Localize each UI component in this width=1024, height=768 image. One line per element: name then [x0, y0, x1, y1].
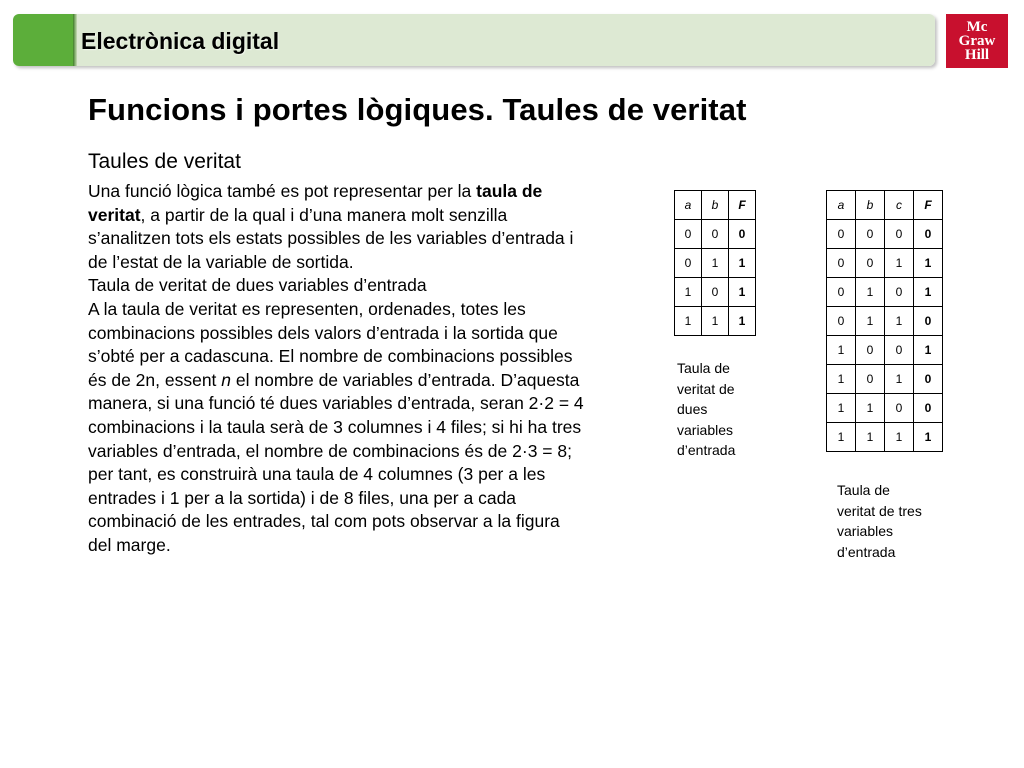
input-cell: 1 — [856, 394, 885, 423]
input-cell: 0 — [702, 278, 729, 307]
table-header-cell: c — [885, 190, 914, 220]
truth-table-two-variables — [674, 190, 756, 336]
output-cell: 1 — [729, 249, 756, 278]
header-title: Electrònica digital — [81, 28, 280, 54]
input-cell: 1 — [702, 249, 729, 278]
paragraph-2: Taula de veritat de dues variables d’entrada — [88, 275, 427, 296]
table-two-caption: Taula de veritat de dues variables d’entrada — [677, 360, 736, 458]
italic-term: n — [221, 369, 232, 390]
input-cell: 0 — [826, 220, 856, 249]
output-cell: 0 — [914, 307, 943, 336]
table-row — [826, 365, 943, 394]
table-row — [826, 307, 943, 336]
output-cell: 0 — [914, 394, 943, 423]
input-cell: 0 — [885, 336, 914, 365]
page-title: Funcions i portes lògiques. Taules de veritat — [88, 92, 747, 127]
input-cell: 1 — [826, 394, 856, 423]
input-cell: 0 — [856, 220, 885, 249]
input-cell: 1 — [885, 249, 914, 278]
bold-term: taula de veritat — [88, 181, 543, 225]
table-row — [826, 278, 943, 307]
table-header-row — [674, 190, 756, 220]
input-cell: 0 — [702, 220, 729, 249]
output-cell: 1 — [729, 278, 756, 307]
input-cell: 1 — [885, 365, 914, 394]
input-cell: 1 — [885, 423, 914, 452]
logo-line: Mc — [966, 19, 988, 35]
input-cell: 0 — [885, 394, 914, 423]
output-cell: 1 — [914, 278, 943, 307]
input-cell: 1 — [856, 307, 885, 336]
table-header-row — [826, 190, 943, 220]
input-cell: 0 — [826, 278, 856, 307]
table-header-cell: a — [826, 190, 856, 220]
input-cell: 1 — [885, 307, 914, 336]
input-cell: 0 — [856, 336, 885, 365]
paragraph-3: A la taula de veritat es representen, ordenades, totes les combinacions possibles dels valors d’entrada i la sortida que s’obté per a cadascuna. El nombre de combinacions possibles és de 2n, essent n el nombre de variables d’entrada. D’aquesta manera, si una funció té dues variables d’entrada, seran 2·2 = 4 combinacions i la taula serà de 3 columnes i 4 files; si hi ha tres variables d’entrada, el nombre de combinacions és de 2·3 = 8; per tant, es construirà una taula de 4 columnes (3 per a les entrades i 1 per a la sortida) i de 8 files, una per a cada combinació de les entrades, tal com pots observar a la figura del marge. — [88, 298, 584, 555]
table-header-cell: F — [729, 190, 756, 220]
input-cell: 1 — [856, 278, 885, 307]
output-cell: 0 — [914, 365, 943, 394]
input-cell: 0 — [856, 249, 885, 278]
body-text — [88, 180, 586, 558]
publisher-logo — [946, 14, 1008, 68]
table-row — [826, 249, 943, 278]
output-cell: 1 — [914, 249, 943, 278]
input-cell: 0 — [826, 249, 856, 278]
table-row — [826, 220, 943, 249]
input-cell: 1 — [826, 336, 856, 365]
table-row — [674, 249, 756, 278]
input-cell: 1 — [702, 307, 729, 336]
input-cell: 0 — [826, 307, 856, 336]
table-row — [674, 220, 756, 249]
input-cell: 0 — [856, 365, 885, 394]
logo-line: Hill — [964, 47, 990, 63]
header-divider — [73, 14, 77, 66]
table-row — [674, 307, 756, 336]
input-cell: 1 — [826, 423, 856, 452]
table-header-cell: b — [856, 190, 885, 220]
table-header-cell: b — [702, 190, 729, 220]
logo-line: Graw — [958, 33, 996, 49]
input-cell: 1 — [856, 423, 885, 452]
input-cell: 1 — [674, 278, 702, 307]
input-cell: 1 — [674, 307, 702, 336]
input-cell: 0 — [885, 220, 914, 249]
output-cell: 1 — [729, 307, 756, 336]
output-cell: 1 — [914, 336, 943, 365]
table-three-caption: Taula de veritat de tres variables d’entrada — [837, 482, 922, 560]
paragraph-1: Una funció lògica també es pot representar per la taula de veritat, a partir de la qual i d’una manera molt senzilla s’analitzen tots els estats possibles de les variables d’entrada i de l’estat de la variable de sortida. — [88, 181, 574, 272]
table-row — [674, 278, 756, 307]
table-header-cell: F — [914, 190, 943, 220]
output-cell: 1 — [914, 423, 943, 452]
table-row — [826, 336, 943, 365]
section-subtitle: Taules de veritat — [88, 150, 241, 173]
output-cell: 0 — [914, 220, 943, 249]
table-row — [826, 394, 943, 423]
table-row — [826, 423, 943, 452]
input-cell: 0 — [674, 249, 702, 278]
output-cell: 0 — [729, 220, 756, 249]
table-header-cell: a — [674, 190, 702, 220]
input-cell: 1 — [826, 365, 856, 394]
input-cell: 0 — [885, 278, 914, 307]
input-cell: 0 — [674, 220, 702, 249]
truth-table-three-variables — [826, 190, 943, 452]
